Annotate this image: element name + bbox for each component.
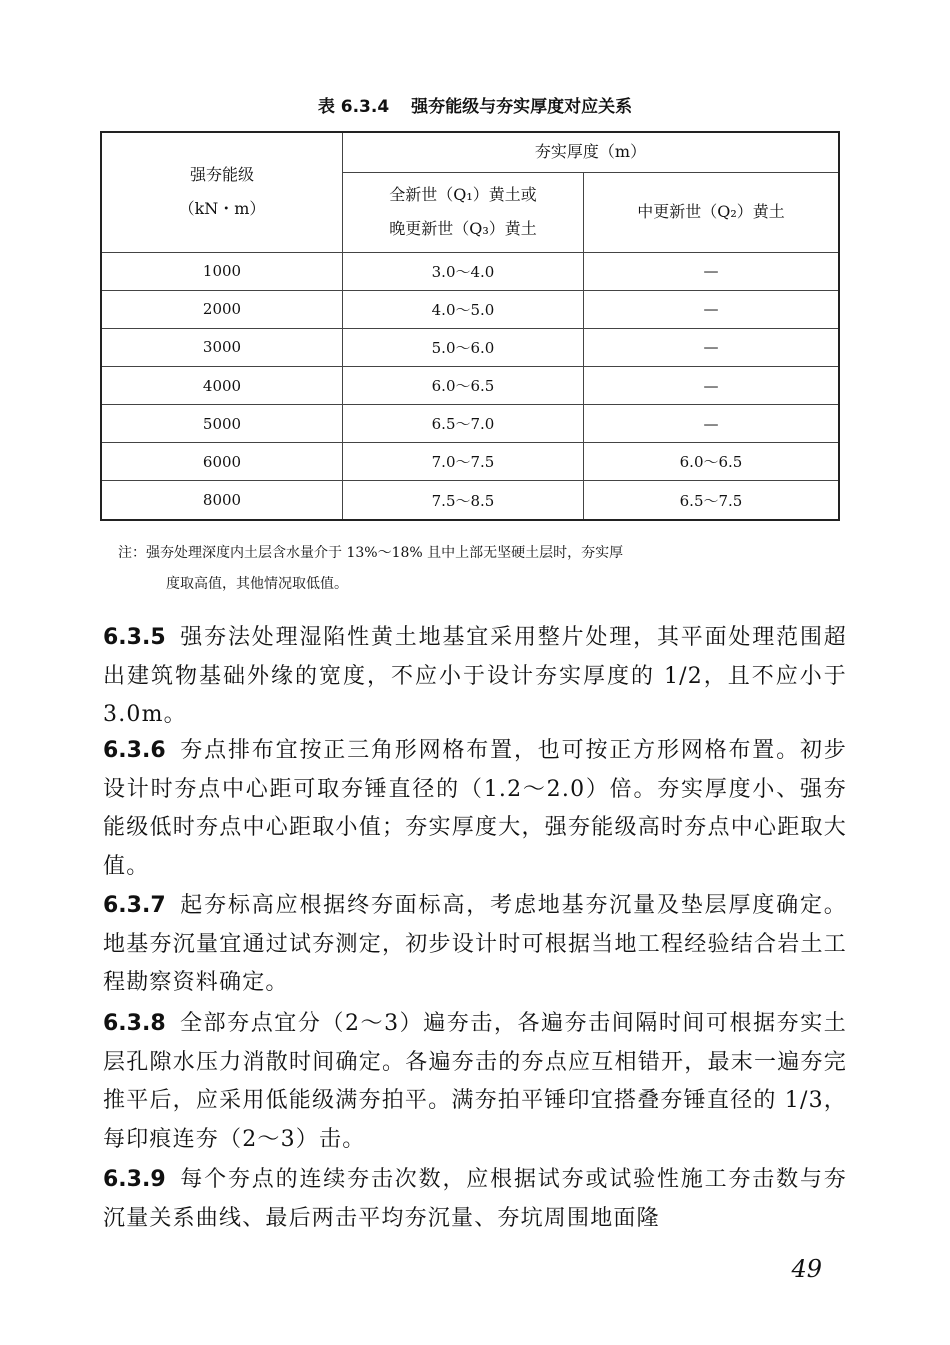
clause-6-3-9 [103,1161,847,1238]
clause-6-3-8 [103,1005,847,1159]
clause-number: 6.3.8 [103,1011,166,1036]
header-energy: 强夯能级 （kN・m） [101,132,343,252]
table-note [118,538,848,600]
table-row: 2000 4.0～5.0 — [101,290,839,328]
note-line-1: 注：强夯处理深度内土层含水量介于 13%～18% 且中上部无坚硬土层时，夯实厚 [118,545,624,561]
table-row: 1000 3.0～4.0 — [101,252,839,290]
clause-6-3-5 [103,619,847,735]
clause-text: 每个夯点的连续夯击次数，应根据试夯或试验性施工夯击数与夯沉量关系曲线、最后两击平均夯沉量、夯坑周围地面隆 [103,1167,847,1231]
clause-6-3-6 [103,732,847,886]
table-row: 5000 6.5～7.0 — [101,405,839,443]
table-caption: 强夯能级与夯实厚度对应关系 [411,97,633,117]
clause-text: 强夯法处理湿陷性黄土地基宜采用整片处理，其平面处理范围超出建筑物基础外缘的宽度，不应小于设计夯实厚度的 1/2，且不应小于 3.0m。 [103,625,847,727]
clause-text: 全部夯点宜分（2～3）遍夯击，各遍夯击间隔时间可根据夯实土层孔隙水压力消散时间确定。各遍夯击的夯点应互相错开，最末一遍夯完推平后，应采用低能级满夯拍平。满夯拍平锤印宜搭叠夯锤直径的 1/3，每印痕连夯（2～3）击。 [103,1011,847,1152]
note-line-2: 度取高值，其他情况取低值。 [166,576,348,592]
clause-number: 6.3.5 [103,625,166,650]
clause-number: 6.3.9 [103,1167,166,1192]
table-row: 3000 5.0～6.0 — [101,328,839,366]
header-thickness: 夯实厚度（m） [343,132,840,172]
clause-number: 6.3.6 [103,738,166,763]
clause-text: 起夯标高应根据终夯面标高，考虑地基夯沉量及垫层厚度确定。地基夯沉量宜通过试夯测定，初步设计时可根据当地工程经验结合岩土工程勘察资料确定。 [103,893,847,995]
energy-thickness-table [100,131,840,521]
table-row: 6000 7.0～7.5 6.0～6.5 [101,443,839,481]
table-title [0,92,950,117]
clause-text: 夯点排布宜按正三角形网格布置，也可按正方形网格布置。初步设计时夯点中心距可取夯锤直径的（1.2～2.0）倍。夯实厚度小、强夯能级低时夯点中心距取小值；夯实厚度大，强夯能级高时夯点中心距取大值。 [103,738,847,879]
page-number: 49 [791,1255,822,1283]
table-row: 8000 7.5～8.5 6.5～7.5 [101,481,839,520]
clause-number: 6.3.7 [103,893,166,918]
header-col-q2: 中更新世（Q₂）黄土 [584,172,840,252]
table-row: 4000 6.0～6.5 — [101,366,839,404]
clause-6-3-7 [103,887,847,1003]
table-number: 表 6.3.4 [317,97,390,117]
header-col-q1-q3: 全新世（Q₁）黄土或 晚更新世（Q₃）黄土 [343,172,584,252]
